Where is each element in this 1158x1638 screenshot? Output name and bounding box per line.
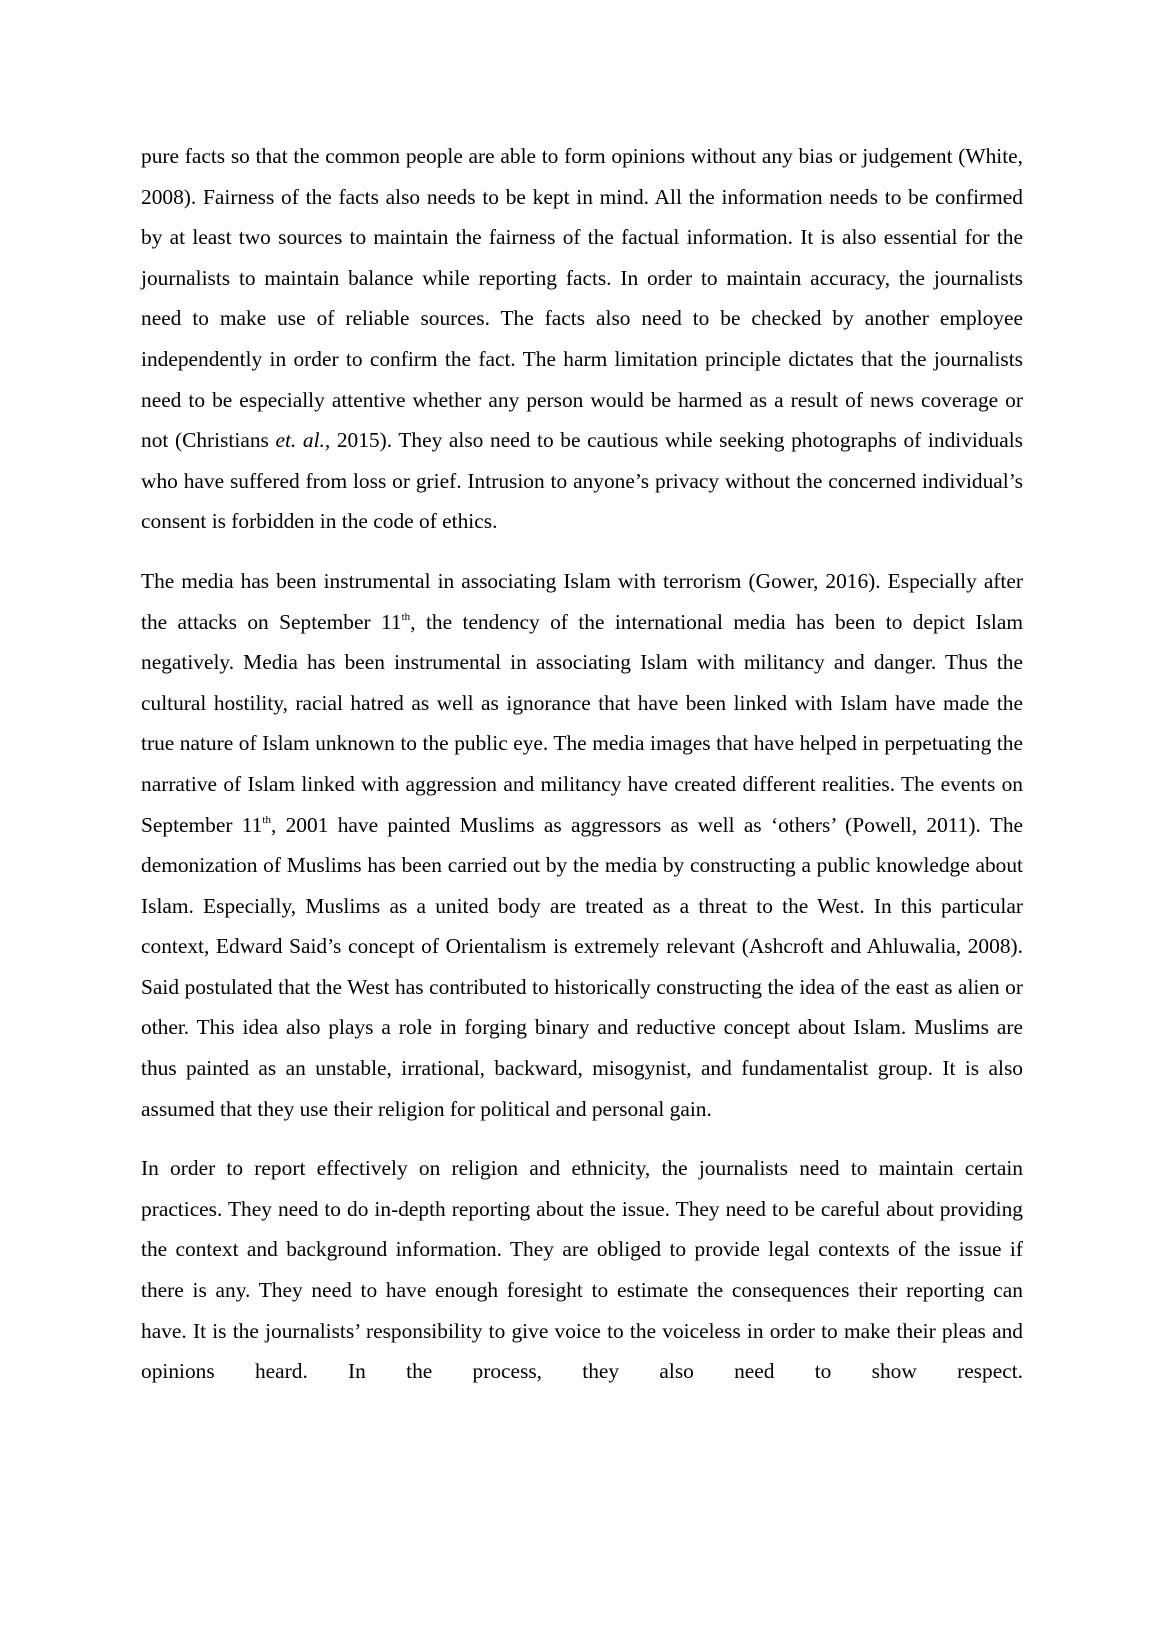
paragraph-2-text-c: , 2001 have painted Muslims as aggressors as well as ‘others’ (Powell, 2011). The demonization of Muslims has been carried out by the media by constructing a public knowledge about Islam. Especially, Muslims as a united body are treated as a threat to the West. In this particular context, Edward Said’s concept of Orientalism is extremely relevant (Ashcroft and Ahluwalia, 2008). Said postulated that the West has contributed to historically constructing the idea of the east as alien or other. This idea also plays a role in forging binary and reductive concept about Islam. Muslims are thus painted as an unstable, irrational, backward, misogynist, and fundamentalist group. It is also assumed that they use their religion for political and personal gain. — [141, 812, 1024, 1121]
paragraph-2 — [141, 561, 1023, 1129]
paragraph-1 — [141, 136, 1023, 542]
paragraph-1-text-b: 2015). They also need to be cautious while seeking photographs of individuals who have suffered from loss or grief. Intrusion to anyone’s privacy without the concerned individual’s consent is forbidden in the code of ethics. — [141, 428, 1023, 534]
paragraph-1-text-a: pure facts so that the common people are able to form opinions without any bias or judgement (White, 2008). Fairness of the facts also needs to be kept in mind. All the information needs to be confirmed by at least two sources to maintain the fairness of the factual information. It is also essential for the journalists to maintain balance while reporting facts. In order to maintain accuracy, the journalists need to make use of reliable sources. The facts also need to be checked by another employee independently in order to confirm the fact. The harm limitation principle dictates that the journalists need to be especially attentive whether any person would be harmed as a result of news coverage or not (Christians — [141, 144, 1023, 453]
citation-et-al: et. al., — [275, 428, 331, 453]
paragraph-2-text-b: , the tendency of the international media has been to depict Islam negatively. Media has been instrumental in associating Islam with militancy and danger. Thus the cultural hostility, racial hatred as well as ignorance that have been linked with Islam have made the true nature of Islam unknown to the public eye. The media images that have helped in perpetuating the narrative of Islam linked with aggression and militancy have created different realities. The events on September 11 — [141, 609, 1024, 837]
paragraph-2-text-a: The media has been instrumental in associating Islam with terrorism (Gower, 2016). Especially after the attacks on September 11 — [141, 568, 1023, 634]
ordinal-superscript: th — [401, 610, 411, 623]
paragraph-3-text: In order to report effectively on religion and ethnicity, the journalists need to maintain certain practices. They need to do in-depth reporting about the issue. They need to be careful about providing the context and background information. They are obliged to provide legal contexts of the issue if there is any. They need to have enough foresight to estimate the consequences their reporting can have. It is the journalists’ responsibility to give voice to the voiceless in order to make their pleas and opinions heard. In the process, they also need to show respect. — [141, 1156, 1023, 1384]
body-text — [141, 136, 1023, 1392]
ordinal-superscript: th — [262, 813, 271, 826]
paragraph-3 — [141, 1148, 1023, 1392]
